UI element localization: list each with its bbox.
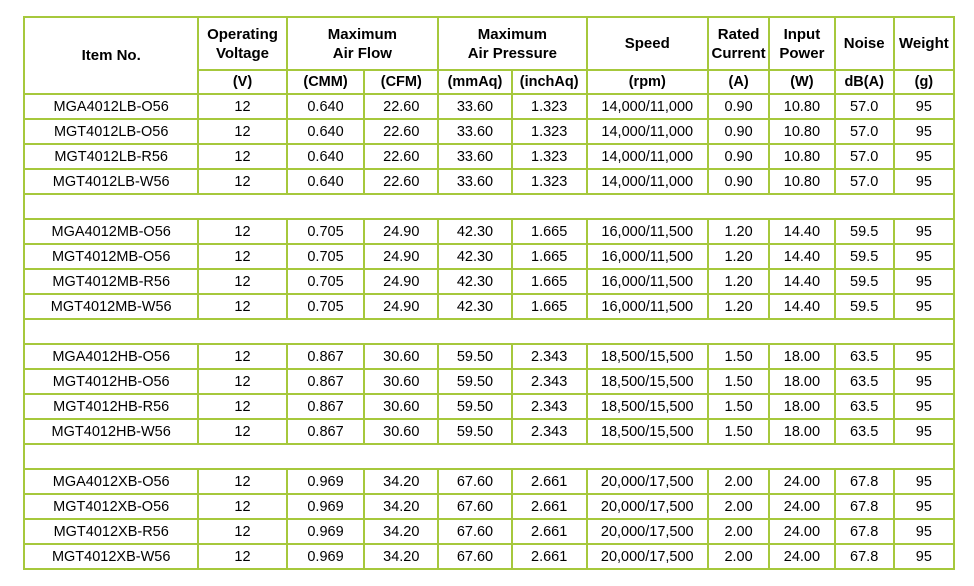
table-cell: 1.323	[512, 169, 587, 194]
table-cell: 0.705	[287, 219, 365, 244]
table-cell: 0.90	[708, 94, 769, 119]
item-no-cell: MGT4012MB-W56	[24, 294, 198, 319]
table-cell: 12	[198, 144, 286, 169]
table-cell: 12	[198, 169, 286, 194]
table-cell: 95	[894, 294, 954, 319]
table-cell: 0.969	[287, 544, 365, 569]
table-cell: 18.00	[769, 419, 834, 444]
unit-cell: (V)	[198, 70, 286, 94]
table-cell: 14.40	[769, 219, 834, 244]
table-cell: 12	[198, 469, 286, 494]
table-cell: 14.40	[769, 294, 834, 319]
table-cell: 24.90	[364, 244, 438, 269]
table-cell: 12	[198, 244, 286, 269]
table-cell: 0.705	[287, 294, 365, 319]
table-cell: 16,000/11,500	[587, 244, 708, 269]
table-cell: 18.00	[769, 344, 834, 369]
table-cell: 63.5	[835, 419, 894, 444]
table-cell: 24.00	[769, 519, 834, 544]
table-cell: 1.50	[708, 344, 769, 369]
table-cell: 0.867	[287, 369, 365, 394]
item-no-cell: MGT4012XB-W56	[24, 544, 198, 569]
item-no-cell: MGT4012XB-R56	[24, 519, 198, 544]
header-weight: Weight	[894, 17, 954, 70]
table-row	[24, 369, 954, 394]
table-cell: 24.90	[364, 269, 438, 294]
table-cell: 1.323	[512, 119, 587, 144]
unit-cell: (inchAq)	[512, 70, 587, 94]
header-rated-current: Rated Current	[708, 17, 769, 70]
table-cell: 10.80	[769, 94, 834, 119]
table-cell: 16,000/11,500	[587, 219, 708, 244]
table-cell: 33.60	[438, 169, 512, 194]
table-cell: 12	[198, 419, 286, 444]
table-cell: 1.50	[708, 394, 769, 419]
table-cell: 1.50	[708, 369, 769, 394]
table-cell: 18.00	[769, 369, 834, 394]
table-cell: 95	[894, 244, 954, 269]
table-cell: 2.661	[512, 494, 587, 519]
table-cell: 57.0	[835, 94, 894, 119]
table-cell: 10.80	[769, 169, 834, 194]
table-cell: 30.60	[364, 344, 438, 369]
table-cell: 2.661	[512, 469, 587, 494]
table-cell: 0.90	[708, 169, 769, 194]
table-cell: 2.661	[512, 519, 587, 544]
separator-cell	[24, 444, 954, 469]
table-cell: 2.343	[512, 394, 587, 419]
item-no-cell: MGA4012MB-O56	[24, 219, 198, 244]
table-cell: 22.60	[364, 144, 438, 169]
table-cell: 67.60	[438, 544, 512, 569]
table-cell: 63.5	[835, 394, 894, 419]
table-cell: 0.867	[287, 394, 365, 419]
item-no-cell: MGT4012LB-W56	[24, 169, 198, 194]
table-cell: 95	[894, 344, 954, 369]
table-cell: 12	[198, 369, 286, 394]
table-cell: 12	[198, 219, 286, 244]
table-cell: 42.30	[438, 269, 512, 294]
table-cell: 0.969	[287, 494, 365, 519]
table-cell: 0.969	[287, 469, 365, 494]
table-cell: 42.30	[438, 244, 512, 269]
table-cell: 20,000/17,500	[587, 469, 708, 494]
table-row	[24, 469, 954, 494]
table-cell: 12	[198, 294, 286, 319]
table-cell: 24.90	[364, 294, 438, 319]
table-cell: 12	[198, 394, 286, 419]
table-cell: 1.50	[708, 419, 769, 444]
table-cell: 95	[894, 544, 954, 569]
table-cell: 67.60	[438, 519, 512, 544]
table-cell: 24.00	[769, 544, 834, 569]
table-cell: 0.705	[287, 269, 365, 294]
table-cell: 59.50	[438, 369, 512, 394]
table-cell: 14.40	[769, 269, 834, 294]
table-cell: 95	[894, 169, 954, 194]
table-cell: 95	[894, 119, 954, 144]
table-cell: 22.60	[364, 169, 438, 194]
table-cell: 67.60	[438, 469, 512, 494]
table-cell: 34.20	[364, 469, 438, 494]
header-noise: Noise	[835, 17, 894, 70]
table-cell: 22.60	[364, 119, 438, 144]
table-cell: 0.969	[287, 519, 365, 544]
table-cell: 1.323	[512, 144, 587, 169]
table-cell: 10.80	[769, 144, 834, 169]
table-cell: 59.50	[438, 394, 512, 419]
table-cell: 16,000/11,500	[587, 294, 708, 319]
table-cell: 59.50	[438, 419, 512, 444]
table-cell: 14.40	[769, 244, 834, 269]
group-separator-row	[24, 319, 954, 344]
table-row	[24, 344, 954, 369]
table-cell: 95	[894, 144, 954, 169]
table-cell: 2.661	[512, 544, 587, 569]
table-cell: 95	[894, 469, 954, 494]
table-cell: 95	[894, 219, 954, 244]
table-cell: 2.00	[708, 544, 769, 569]
table-cell: 67.8	[835, 544, 894, 569]
table-cell: 34.20	[364, 519, 438, 544]
table-cell: 18,500/15,500	[587, 344, 708, 369]
group-separator-row	[24, 194, 954, 219]
table-cell: 0.867	[287, 344, 365, 369]
table-cell: 1.20	[708, 269, 769, 294]
table-row	[24, 244, 954, 269]
table-row	[24, 519, 954, 544]
table-cell: 1.20	[708, 294, 769, 319]
table-cell: 2.343	[512, 344, 587, 369]
table-cell: 12	[198, 269, 286, 294]
table-cell: 33.60	[438, 144, 512, 169]
table-cell: 67.8	[835, 519, 894, 544]
table-cell: 24.90	[364, 219, 438, 244]
table-cell: 95	[894, 494, 954, 519]
table-cell: 67.8	[835, 469, 894, 494]
table-cell: 0.640	[287, 144, 365, 169]
header-row	[24, 17, 954, 70]
item-no-cell: MGT4012LB-O56	[24, 119, 198, 144]
table-cell: 1.20	[708, 219, 769, 244]
table-row	[24, 394, 954, 419]
header-max-air-flow: Maximum Air Flow	[287, 17, 439, 70]
table-cell: 67.8	[835, 494, 894, 519]
table-cell: 12	[198, 519, 286, 544]
header-item-no: Item No.	[24, 17, 198, 94]
unit-cell: (CFM)	[364, 70, 438, 94]
table-body	[24, 94, 954, 569]
table-cell: 30.60	[364, 369, 438, 394]
table-cell: 95	[894, 269, 954, 294]
table-cell: 18,500/15,500	[587, 419, 708, 444]
table-row	[24, 294, 954, 319]
table-cell: 57.0	[835, 119, 894, 144]
table-cell: 1.323	[512, 94, 587, 119]
table-cell: 12	[198, 94, 286, 119]
table-row	[24, 119, 954, 144]
table-cell: 67.60	[438, 494, 512, 519]
item-no-cell: MGA4012HB-O56	[24, 344, 198, 369]
item-no-cell: MGA4012LB-O56	[24, 94, 198, 119]
item-no-cell: MGT4012XB-O56	[24, 494, 198, 519]
table-cell: 20,000/17,500	[587, 519, 708, 544]
table-cell: 34.20	[364, 544, 438, 569]
table-cell: 0.640	[287, 119, 365, 144]
table-cell: 1.665	[512, 294, 587, 319]
item-no-cell: MGT4012HB-O56	[24, 369, 198, 394]
group-separator-row	[24, 444, 954, 469]
table-cell: 95	[894, 519, 954, 544]
table-row	[24, 269, 954, 294]
table-cell: 0.640	[287, 94, 365, 119]
table-row	[24, 169, 954, 194]
item-no-cell: MGA4012XB-O56	[24, 469, 198, 494]
table-cell: 95	[894, 419, 954, 444]
table-cell: 57.0	[835, 169, 894, 194]
table-cell: 2.343	[512, 369, 587, 394]
table-row	[24, 494, 954, 519]
table-cell: 16,000/11,500	[587, 269, 708, 294]
table-cell: 1.665	[512, 269, 587, 294]
item-no-cell: MGT4012HB-R56	[24, 394, 198, 419]
header-input-power: Input Power	[769, 17, 834, 70]
table-cell: 10.80	[769, 119, 834, 144]
item-no-cell: MGT4012LB-R56	[24, 144, 198, 169]
unit-cell: (mmAq)	[438, 70, 512, 94]
table-cell: 18.00	[769, 394, 834, 419]
table-cell: 63.5	[835, 344, 894, 369]
table-cell: 22.60	[364, 94, 438, 119]
table-cell: 63.5	[835, 369, 894, 394]
table-cell: 2.00	[708, 519, 769, 544]
fan-spec-table	[23, 16, 955, 570]
table-cell: 12	[198, 344, 286, 369]
unit-cell: (rpm)	[587, 70, 708, 94]
table-row	[24, 144, 954, 169]
table-cell: 2.343	[512, 419, 587, 444]
unit-cell: (W)	[769, 70, 834, 94]
separator-cell	[24, 194, 954, 219]
table-cell: 14,000/11,000	[587, 169, 708, 194]
unit-cell: (A)	[708, 70, 769, 94]
table-cell: 59.50	[438, 344, 512, 369]
table-cell: 0.90	[708, 119, 769, 144]
table-cell: 12	[198, 544, 286, 569]
table-cell: 30.60	[364, 419, 438, 444]
table-row	[24, 94, 954, 119]
table-cell: 42.30	[438, 219, 512, 244]
item-no-cell: MGT4012MB-O56	[24, 244, 198, 269]
table-cell: 95	[894, 94, 954, 119]
table-cell: 24.00	[769, 469, 834, 494]
table-cell: 1.20	[708, 244, 769, 269]
table-cell: 59.5	[835, 294, 894, 319]
table-cell: 95	[894, 394, 954, 419]
table-cell: 0.640	[287, 169, 365, 194]
table-cell: 0.90	[708, 144, 769, 169]
table-row	[24, 219, 954, 244]
table-cell: 0.867	[287, 419, 365, 444]
table-cell: 20,000/17,500	[587, 494, 708, 519]
unit-cell: (g)	[894, 70, 954, 94]
table-cell: 57.0	[835, 144, 894, 169]
table-cell: 14,000/11,000	[587, 94, 708, 119]
table-cell: 24.00	[769, 494, 834, 519]
table-cell: 59.5	[835, 219, 894, 244]
table-cell: 95	[894, 369, 954, 394]
table-cell: 33.60	[438, 119, 512, 144]
table-row	[24, 544, 954, 569]
header-speed: Speed	[587, 17, 708, 70]
table-cell: 0.705	[287, 244, 365, 269]
table-cell: 34.20	[364, 494, 438, 519]
table-cell: 18,500/15,500	[587, 369, 708, 394]
table-cell: 12	[198, 494, 286, 519]
table-cell: 2.00	[708, 494, 769, 519]
table-cell: 1.665	[512, 244, 587, 269]
item-no-cell: MGT4012HB-W56	[24, 419, 198, 444]
table-cell: 59.5	[835, 244, 894, 269]
table-cell: 30.60	[364, 394, 438, 419]
table-cell: 20,000/17,500	[587, 544, 708, 569]
table-cell: 14,000/11,000	[587, 144, 708, 169]
unit-cell: (CMM)	[287, 70, 365, 94]
table-cell: 42.30	[438, 294, 512, 319]
table-row	[24, 419, 954, 444]
table-cell: 14,000/11,000	[587, 119, 708, 144]
item-no-cell: MGT4012MB-R56	[24, 269, 198, 294]
header-max-air-pressure: Maximum Air Pressure	[438, 17, 586, 70]
table-cell: 2.00	[708, 469, 769, 494]
table-cell: 1.665	[512, 219, 587, 244]
table-cell: 12	[198, 119, 286, 144]
header-operating-voltage: Operating Voltage	[198, 17, 286, 70]
table-cell: 18,500/15,500	[587, 394, 708, 419]
table-cell: 59.5	[835, 269, 894, 294]
unit-cell: dB(A)	[835, 70, 894, 94]
table-cell: 33.60	[438, 94, 512, 119]
separator-cell	[24, 319, 954, 344]
